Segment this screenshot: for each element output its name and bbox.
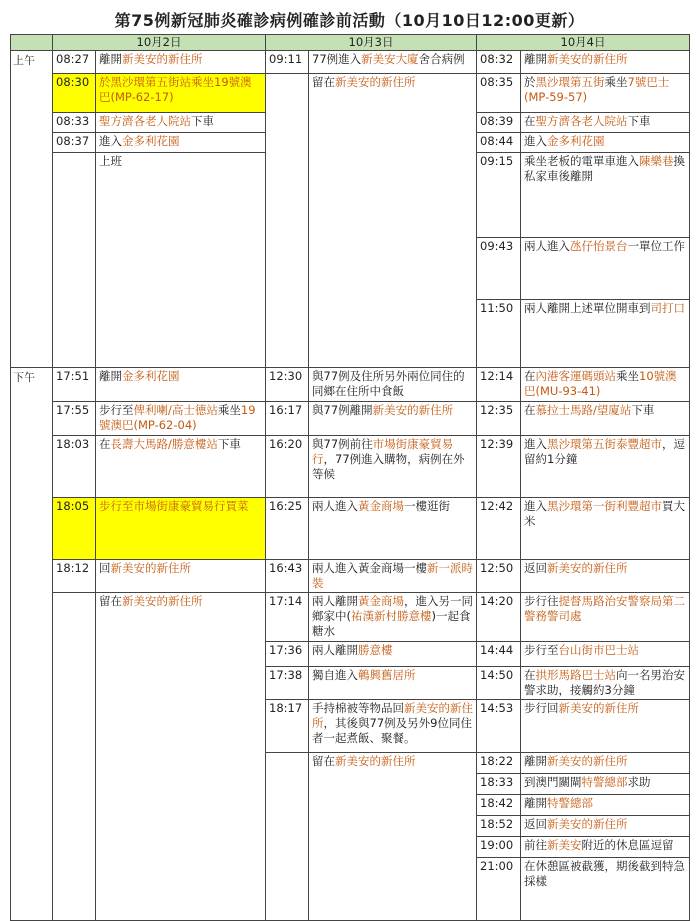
event-cell (521, 498, 690, 560)
event-cell (521, 795, 690, 816)
table-row (11, 402, 690, 436)
time-cell: 18:05 (53, 498, 96, 560)
event-text: 換私家車後離開 (524, 154, 685, 183)
event-text: 一樓逛街 (404, 499, 450, 513)
page-title: 第75例新冠肺炎確診病例確診前活動（10月10日12:00更新） (114, 11, 585, 30)
event-cell (521, 300, 690, 368)
time-cell: 09:11 (266, 51, 309, 74)
event-text: 留在 (312, 754, 335, 768)
location-keyword: 新美安的新住所 (547, 754, 628, 768)
time-cell: 08:44 (477, 133, 521, 153)
header-corner (11, 35, 53, 51)
time-cell: 16:20 (266, 436, 309, 498)
time-cell: 08:33 (53, 113, 96, 133)
event-text: 步行往 (524, 594, 559, 608)
location-keyword: 俾利喇/高士德站 (133, 403, 218, 417)
activity-table (10, 34, 690, 921)
event-text: 77例進入 (312, 52, 362, 66)
location-keyword: 新美安的新住所 (312, 701, 473, 730)
event-text: 兩人離開 (312, 594, 358, 608)
event-cell (96, 133, 266, 153)
time-cell: 17:51 (53, 368, 96, 402)
event-cell (309, 402, 477, 436)
time-cell (53, 593, 96, 921)
event-cell (309, 593, 477, 642)
event-cell (309, 560, 477, 593)
location-keyword: 19號澳巴(MP-62-04) (99, 403, 256, 432)
event-cell (521, 436, 690, 498)
event-cell (96, 436, 266, 498)
time-cell: 12:35 (477, 402, 521, 436)
time-cell (266, 74, 309, 368)
time-cell: 19:00 (477, 837, 521, 858)
event-text: 一單位工作 (627, 239, 685, 253)
event-cell (521, 700, 690, 753)
header-day-1: 10月2日 (53, 35, 266, 51)
event-text: 兩人離開 (312, 643, 358, 657)
event-text: ，其後與77例及另外9位同住者一起煮飯、聚餐。 (312, 716, 472, 745)
event-text: 離開 (99, 52, 122, 66)
location-keyword: 慕拉士馬路/望廈站 (535, 403, 632, 417)
table-row (11, 74, 690, 113)
time-cell: 08:32 (477, 51, 521, 74)
event-text: 與77例前往 (312, 437, 373, 451)
event-text: 在 (524, 403, 536, 417)
event-text: 乘坐 (217, 403, 241, 417)
location-keyword: 新美安的新住所 (335, 754, 416, 768)
time-cell: 17:38 (266, 667, 309, 700)
location-keyword: 新美安的新住所 (110, 561, 191, 575)
time-cell: 09:43 (477, 238, 521, 300)
event-cell (521, 133, 690, 153)
event-cell (309, 642, 477, 667)
time-cell: 18:33 (477, 774, 521, 795)
event-cell (521, 153, 690, 238)
event-text: 步行至 (99, 403, 134, 417)
time-cell: 17:14 (266, 593, 309, 642)
event-text: 上班 (99, 154, 122, 168)
time-cell: 18:17 (266, 700, 309, 753)
time-cell: 17:55 (53, 402, 96, 436)
event-text: 於 (524, 75, 536, 89)
event-cell (521, 74, 690, 113)
location-keyword: 新美安的新住所 (335, 75, 416, 89)
event-text: 進入 (99, 134, 122, 148)
location-keyword: 新美安大廈 (361, 52, 419, 66)
event-text: )一起食糖水 (312, 609, 471, 638)
time-cell (266, 753, 309, 921)
time-cell: 08:30 (53, 74, 96, 113)
event-cell (309, 368, 477, 402)
time-cell: 12:14 (477, 368, 521, 402)
location-keyword: 黑沙環第一街利豐超市 (547, 499, 662, 513)
location-keyword: 新美安的新住所 (547, 561, 628, 575)
event-text: 前往 (524, 838, 547, 852)
location-keyword: 新美安的新住所 (372, 403, 454, 417)
event-text: 在 (524, 369, 536, 383)
event-text: 乘坐 (616, 369, 639, 383)
event-cell (96, 402, 266, 436)
event-text: 與77例及住所另外兩位同住的同鄉在住所中食飯 (312, 369, 465, 398)
event-text: 到澳門關閘 (524, 775, 582, 789)
event-text: 留在 (99, 594, 122, 608)
location-keyword: 金多利花園 (122, 134, 180, 148)
event-text: 向一名男治安警求助，接觸約3分鐘 (524, 668, 685, 697)
table-row (11, 498, 690, 529)
time-cell: 14:44 (477, 642, 521, 667)
event-text: 手持棉被等物品回 (312, 701, 404, 715)
event-cell (96, 560, 266, 593)
location-keyword: 特警總部 (581, 775, 628, 789)
time-cell (53, 153, 96, 368)
event-text: 留在 (312, 75, 335, 89)
event-text: 兩人進入 (312, 499, 358, 513)
event-text: 離開 (524, 754, 547, 768)
location-keyword: 黃金商場 (358, 594, 404, 608)
event-text: 兩人進入 (524, 239, 570, 253)
location-keyword: 10號澳巴(MU-93-41) (524, 369, 677, 398)
event-cell (521, 837, 690, 858)
location-keyword: 氹仔怡景台 (570, 239, 628, 253)
event-text: 離開 (524, 52, 547, 66)
time-cell: 21:00 (477, 858, 521, 921)
table-row (11, 436, 690, 462)
location-keyword: 步行至市場街康豪貿易行買菜 (99, 499, 249, 513)
event-cell (521, 368, 690, 402)
location-keyword: 市場街康豪貿易行 (312, 437, 454, 466)
time-cell: 18:12 (53, 560, 96, 593)
event-cell (521, 560, 690, 593)
event-cell (96, 368, 266, 402)
event-text: 回 (99, 561, 111, 575)
event-cell (521, 593, 690, 642)
event-cell (96, 74, 266, 113)
location-keyword: 7號巴士(MP-59-57) (524, 75, 670, 104)
event-text: 返回 (524, 561, 547, 575)
location-keyword: 司打口 (650, 301, 685, 315)
event-text: 舍合病例 (418, 52, 465, 66)
event-cell (309, 667, 477, 700)
time-cell: 12:50 (477, 560, 521, 593)
period-morning: 上午 (11, 51, 53, 368)
event-cell (521, 753, 690, 774)
event-text: 進入 (524, 499, 547, 513)
location-keyword: 台山街市巴士站 (558, 643, 639, 657)
event-cell (521, 642, 690, 667)
time-cell: 17:36 (266, 642, 309, 667)
event-text: 求助 (627, 775, 651, 789)
time-cell: 18:52 (477, 816, 521, 837)
location-keyword: 內港客運碼頭站 (535, 369, 616, 383)
event-text: 步行至 (524, 643, 559, 657)
event-text: 在 (99, 437, 111, 451)
location-keyword: 新美安的新住所 (122, 594, 203, 608)
time-cell: 08:27 (53, 51, 96, 74)
time-cell: 11:50 (477, 300, 521, 368)
time-cell: 18:42 (477, 795, 521, 816)
event-cell (96, 51, 266, 74)
header-day-3: 10月4日 (477, 35, 690, 51)
event-cell (309, 74, 477, 368)
location-keyword: 新一派時裝 (312, 561, 473, 590)
event-cell (309, 753, 477, 921)
location-keyword: 拱形馬路巴士站 (535, 668, 616, 682)
time-cell: 16:43 (266, 560, 309, 593)
event-text: ，進入另一同鄉家中( (312, 594, 473, 623)
location-keyword: 黑沙環第五街 (535, 75, 605, 89)
location-keyword: 祐漢新村勝意樓 (351, 609, 432, 623)
event-text: 返回 (524, 817, 547, 831)
event-text: 下車 (631, 403, 655, 417)
event-cell (96, 153, 266, 368)
event-cell (521, 51, 690, 74)
time-cell: 08:37 (53, 133, 96, 153)
event-text: 在休憩區被截獲，期後截到特急採樣 (524, 859, 685, 888)
event-cell (521, 238, 690, 300)
event-cell (96, 498, 266, 560)
event-text: 下車 (191, 114, 214, 128)
time-cell: 08:39 (477, 113, 521, 133)
location-keyword: 金多利花園 (547, 134, 605, 148)
event-text: 兩人離開上述單位開車到 (524, 301, 651, 315)
location-keyword: 特警總部 (547, 796, 593, 810)
event-text: 兩人進入黃金商場一樓 (312, 561, 427, 575)
event-text: 在 (524, 668, 536, 682)
table-row (11, 593, 690, 614)
event-text: 進入 (524, 134, 547, 148)
location-keyword: 陳樂巷 (639, 154, 674, 168)
event-text: 進入 (524, 437, 547, 451)
period-afternoon: 下午 (11, 368, 53, 921)
event-cell (309, 498, 477, 560)
location-keyword: 黃金商場 (358, 499, 404, 513)
event-cell (96, 593, 266, 921)
event-cell (309, 700, 477, 753)
time-cell: 16:17 (266, 402, 309, 436)
event-cell (309, 51, 477, 74)
event-text: 下車 (627, 114, 651, 128)
location-keyword: 金多利花園 (122, 369, 180, 383)
table-row (11, 560, 690, 593)
header-row (11, 35, 690, 51)
location-keyword: 新美安的新住所 (558, 701, 639, 715)
time-cell: 09:15 (477, 153, 521, 238)
event-text: 乘坐老板的電單車進入 (524, 154, 639, 168)
event-cell (521, 774, 690, 795)
event-text: 下車 (217, 437, 241, 451)
event-text: 在 (524, 114, 536, 128)
time-cell: 12:42 (477, 498, 521, 560)
location-keyword: 長壽大馬路/勝意樓站 (110, 437, 218, 451)
time-cell: 12:30 (266, 368, 309, 402)
event-text: 乘坐 (604, 75, 628, 89)
location-keyword: 於黑沙環第五街站乘坐19號澳巴(MP-62-17) (99, 75, 252, 104)
location-keyword: 新美安的新住所 (547, 817, 628, 831)
header-day-2: 10月3日 (266, 35, 477, 51)
location-keyword: 勝意樓 (358, 643, 393, 657)
time-cell: 16:25 (266, 498, 309, 560)
event-text: ，77例進入購物，病例在外等候 (312, 452, 465, 481)
event-text: 離開 (524, 796, 547, 810)
event-cell (521, 667, 690, 700)
time-cell: 18:03 (53, 436, 96, 498)
time-cell: 14:50 (477, 667, 521, 700)
event-cell (521, 113, 690, 133)
location-keyword: 黑沙環第五街泰豐超市 (547, 437, 662, 451)
location-keyword: 提督馬路治安警察局第二警務警司處 (524, 594, 685, 623)
event-cell (521, 858, 690, 921)
event-text: 與77例離開 (312, 403, 373, 417)
event-text: 步行回 (524, 701, 559, 715)
event-text: 買大米 (524, 499, 685, 528)
location-keyword: 聖方濟各老人院站 (535, 114, 628, 128)
location-keyword: 聖方濟各老人院站 (99, 114, 191, 128)
time-cell: 14:53 (477, 700, 521, 753)
event-text: 附近的休息區逗留 (581, 838, 674, 852)
location-keyword: 新美安的新住所 (122, 52, 203, 66)
table-row (11, 51, 690, 74)
event-cell (96, 113, 266, 133)
time-cell: 14:20 (477, 593, 521, 642)
location-keyword: 鵪興舊居所 (358, 668, 416, 682)
event-text: ，逗留約1分鐘 (524, 437, 685, 466)
event-cell (521, 402, 690, 436)
event-text: 離開 (99, 369, 122, 383)
event-cell (309, 436, 477, 498)
event-text: 獨自進入 (312, 668, 358, 682)
location-keyword: 新美安 (547, 838, 582, 852)
time-cell: 08:35 (477, 74, 521, 113)
time-cell: 18:22 (477, 753, 521, 774)
location-keyword: 新美安的新住所 (547, 52, 628, 66)
time-cell: 12:39 (477, 436, 521, 498)
event-cell (521, 816, 690, 837)
table-row (11, 368, 690, 402)
